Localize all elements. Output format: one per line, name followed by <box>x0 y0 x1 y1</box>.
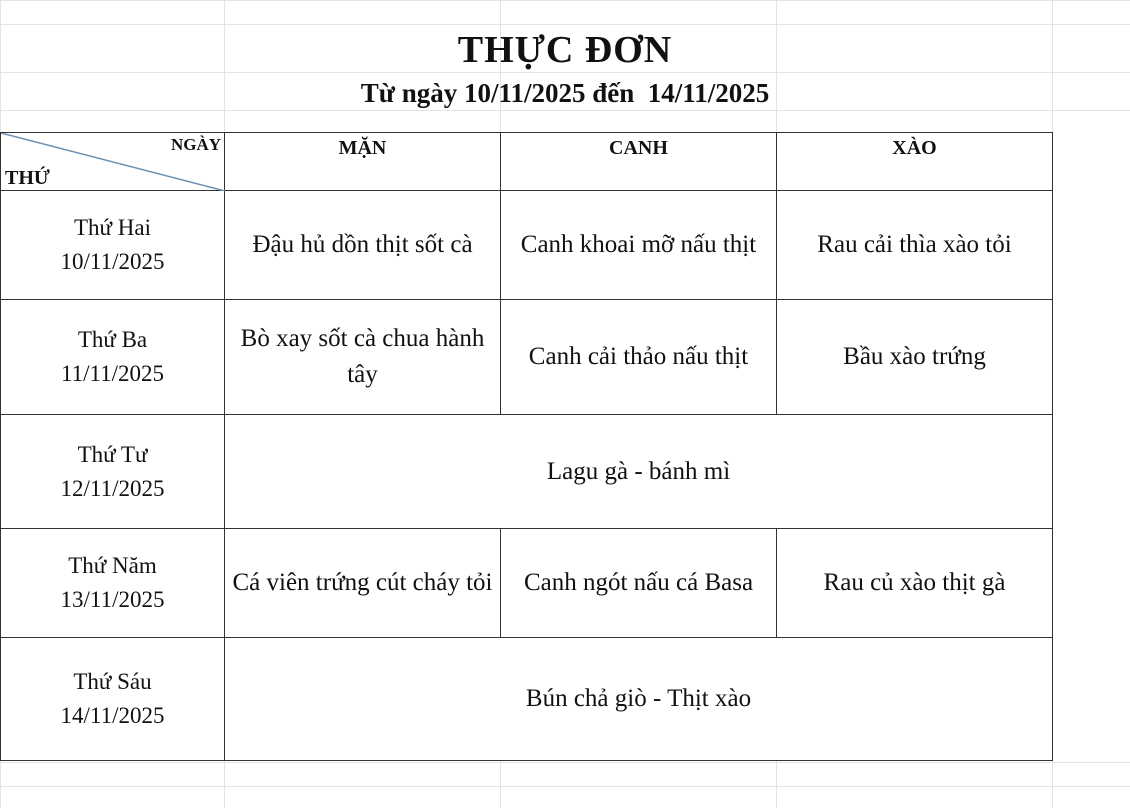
dish-merged-cell[interactable]: Bún chả giò - Thịt xào <box>225 638 1053 761</box>
dish-man-cell[interactable]: Đậu hủ dồn thịt sốt cà <box>225 191 501 300</box>
day-date: 10/11/2025 <box>60 249 165 274</box>
day-date: 12/11/2025 <box>60 475 165 501</box>
day-cell[interactable] <box>1 638 225 761</box>
day-date: 11/11/2025 <box>60 361 165 386</box>
day-date: 13/11/2025 <box>60 587 165 612</box>
table-row <box>1 300 1053 415</box>
day-cell[interactable] <box>1 191 225 300</box>
dish-xao-cell[interactable]: Bầu xào trứng <box>777 300 1053 415</box>
gridline <box>0 786 1130 787</box>
column-header-canh[interactable]: CANH <box>501 133 777 191</box>
dish-man-cell[interactable]: Bò xay sốt cà chua hành tây <box>225 300 501 415</box>
gridline <box>0 24 1130 25</box>
dish-merged-cell[interactable]: Lagu gà - bánh mì <box>225 415 1053 529</box>
column-header-xao[interactable]: XÀO <box>777 133 1053 191</box>
dish-man-cell[interactable]: Cá viên trứng cút cháy tỏi <box>225 529 501 638</box>
dish-canh-cell[interactable]: Canh ngót nấu cá Basa <box>501 529 777 638</box>
gridline <box>0 72 1130 73</box>
day-cell[interactable] <box>1 300 225 415</box>
dish-canh-cell[interactable]: Canh khoai mỡ nấu thịt <box>501 191 777 300</box>
header-row <box>1 133 1053 191</box>
day-name: Thứ Sáu <box>73 669 152 694</box>
day-cell[interactable] <box>1 415 225 529</box>
day-cell[interactable] <box>1 529 225 638</box>
day-name: Thứ Hai <box>74 215 151 240</box>
day-name: Thứ Tư <box>77 441 148 467</box>
table-row <box>1 529 1053 638</box>
gridline <box>0 762 1130 763</box>
menu-table <box>0 132 1053 761</box>
corner-label-ngay: NGÀY <box>170 135 221 154</box>
table-row <box>1 191 1053 300</box>
table-row <box>1 415 1053 529</box>
day-name: Thứ Năm <box>68 553 157 578</box>
corner-label-thu: THỨ <box>5 167 50 189</box>
column-header-man[interactable]: MẶN <box>225 133 501 191</box>
dish-xao-cell[interactable]: Rau củ xào thịt gà <box>777 529 1053 638</box>
date-range-subtitle: Từ ngày 10/11/2025 đến 14/11/2025 <box>360 78 770 108</box>
day-name: Thứ Ba <box>77 327 148 352</box>
dish-xao-cell[interactable]: Rau cải thìa xào tỏi <box>777 191 1053 300</box>
day-date: 14/11/2025 <box>60 703 165 728</box>
dish-canh-cell[interactable]: Canh cải thảo nấu thịt <box>501 300 777 415</box>
corner-header-cell[interactable] <box>1 133 225 191</box>
gridline <box>0 110 1130 111</box>
table-row <box>1 638 1053 761</box>
menu-title: THỰC ĐƠN <box>457 29 673 71</box>
